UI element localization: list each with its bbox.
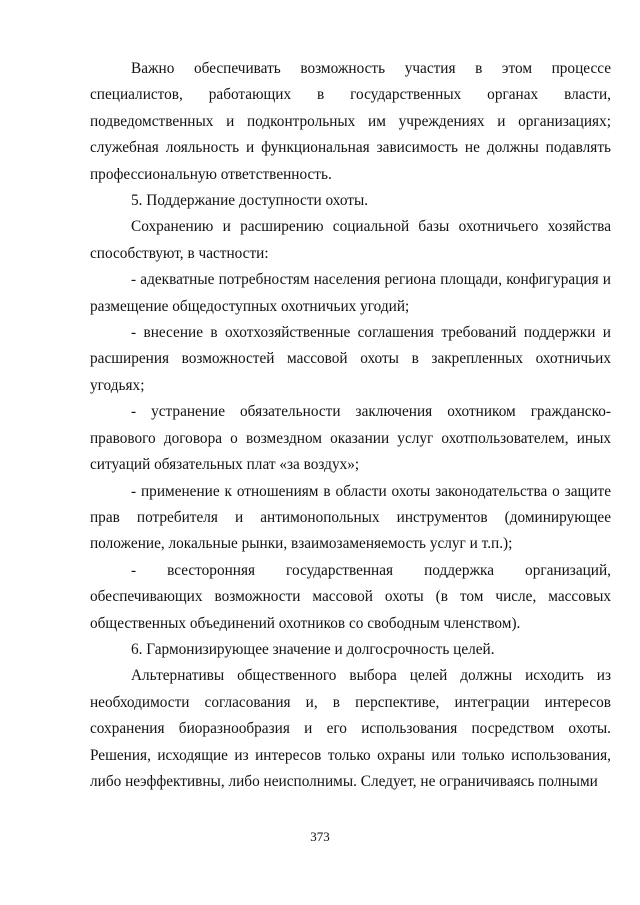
heading-harmonizing-goals: 6. Гармонизирующее значение и долгосрочность целей.	[131, 640, 495, 658]
heading-hunting-accessibility: 5. Поддержание доступности охоты.	[131, 192, 369, 210]
paragraph-specialists-participation: Важно обеспечивать возможность участия в этом процессе специалистов, работающих в государственных органах власти, подведомственных и подконтрольных им учреждениях и организациях; служебная лояльность и функциональная зависимость не должны подавлять профессиональную ответственность.	[90, 60, 611, 183]
list-item-state-support: - всесторонняя государственная поддержка организаций, обеспечивающих возможности массовой охоты (в том числе, массовых общественных объединений охотников со свободным членством).	[90, 561, 611, 632]
list-item-consumer-protection: - применение к отношениям в области охоты законодательства о защите прав потребителя и антимонопольных инструментов (доминирующее положение, локальные рынки, взаимозаменяемость услуг и т.п.);	[90, 482, 611, 553]
list-item-agreements: - внесение в охотхозяйственные соглашения требований поддержки и расширения возможностей массовой охоты в закрепленных охотничьих угодьях;	[90, 324, 611, 394]
paragraph-public-choice: Альтернативы общественного выбора целей должны исходить из необходимости согласования и, в перспективе, интеграции интересов сохранения биоразнообразия и его использования посредством охоты. Решения, исходящие из интересов только охраны или только использования, либо неэффективны, либо неисполнимы. Следует, не ограничиваясь полными	[90, 667, 611, 790]
body-text	[90, 56, 611, 795]
list-item-contract-removal: - устранение обязательности заключения охотником гражданско-правового договора о возмездном оказании услуг охотпользователем, иных ситуаций обязательных плат «за воздух»;	[90, 403, 611, 474]
list-item-public-grounds: - адекватные потребностям населения региона площади, конфигурация и размещение общедоступных охотничьих угодий;	[90, 271, 611, 315]
page-number: 373	[310, 829, 330, 844]
paragraph-social-base: Сохранению и расширению социальной базы охотничьего хозяйства способствуют, в частности:	[90, 218, 611, 262]
